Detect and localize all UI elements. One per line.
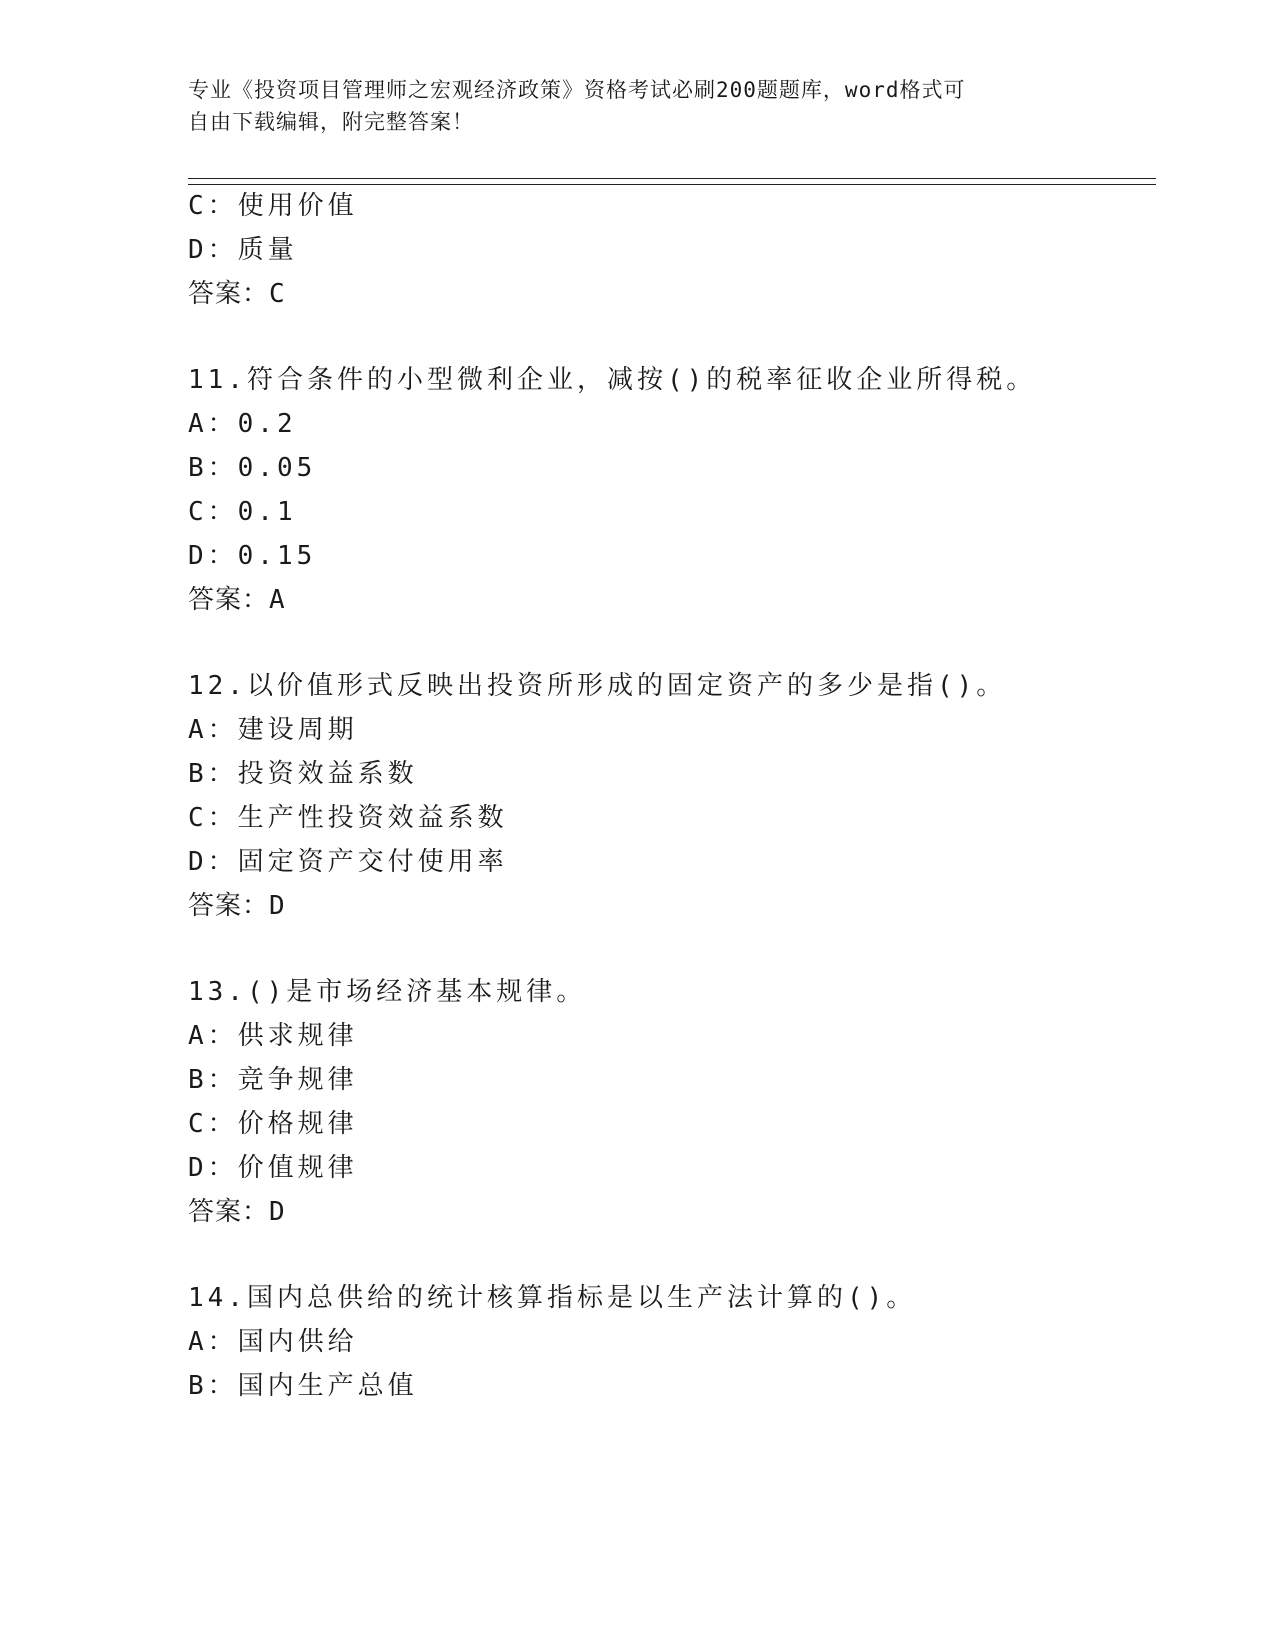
q10-option-c: C：使用价值 bbox=[188, 191, 358, 221]
q14-option-a: A：国内供给 bbox=[188, 1327, 358, 1357]
q12-option-d: D：固定资产交付使用率 bbox=[188, 847, 508, 877]
q13-option-a: A：供求规律 bbox=[188, 1021, 358, 1051]
header-line-1: 专业《投资项目管理师之宏观经济政策》资格考试必刷200题题库，word格式可 bbox=[188, 78, 966, 102]
header-divider-top bbox=[188, 178, 1156, 179]
q11-option-d: D：0.15 bbox=[188, 541, 317, 571]
header-line-2: 自由下载编辑，附完整答案！ bbox=[188, 110, 474, 134]
q13-option-c: C：价格规律 bbox=[188, 1109, 358, 1139]
q13-answer: 答案：D bbox=[188, 1197, 286, 1227]
q12-option-c: C：生产性投资效益系数 bbox=[188, 803, 508, 833]
q14-option-b: B：国内生产总值 bbox=[188, 1371, 418, 1401]
document-header bbox=[188, 74, 1088, 138]
q12-answer: 答案：D bbox=[188, 891, 286, 921]
q12-option-a: A：建设周期 bbox=[188, 715, 358, 745]
q11-answer: 答案：A bbox=[188, 585, 286, 615]
q10-answer: 答案：C bbox=[188, 279, 286, 309]
header-divider-bottom bbox=[188, 184, 1156, 185]
q11-option-c: C：0.1 bbox=[188, 497, 297, 527]
q11-option-b: B：0.05 bbox=[188, 453, 317, 483]
q10-option-d: D：质量 bbox=[188, 235, 298, 265]
q13-option-b: B：竞争规律 bbox=[188, 1065, 358, 1095]
q13-option-d: D：价值规律 bbox=[188, 1153, 358, 1183]
q14-stem: 14.国内总供给的统计核算指标是以生产法计算的()。 bbox=[188, 1283, 917, 1313]
q11-stem: 11.符合条件的小型微利企业，减按()的税率征收企业所得税。 bbox=[188, 365, 1037, 395]
q12-stem: 12.以价值形式反映出投资所形成的固定资产的多少是指()。 bbox=[188, 671, 1007, 701]
q12-option-b: B：投资效益系数 bbox=[188, 759, 418, 789]
q13-stem: 13.()是市场经济基本规律。 bbox=[188, 977, 587, 1007]
q11-option-a: A：0.2 bbox=[188, 409, 297, 439]
